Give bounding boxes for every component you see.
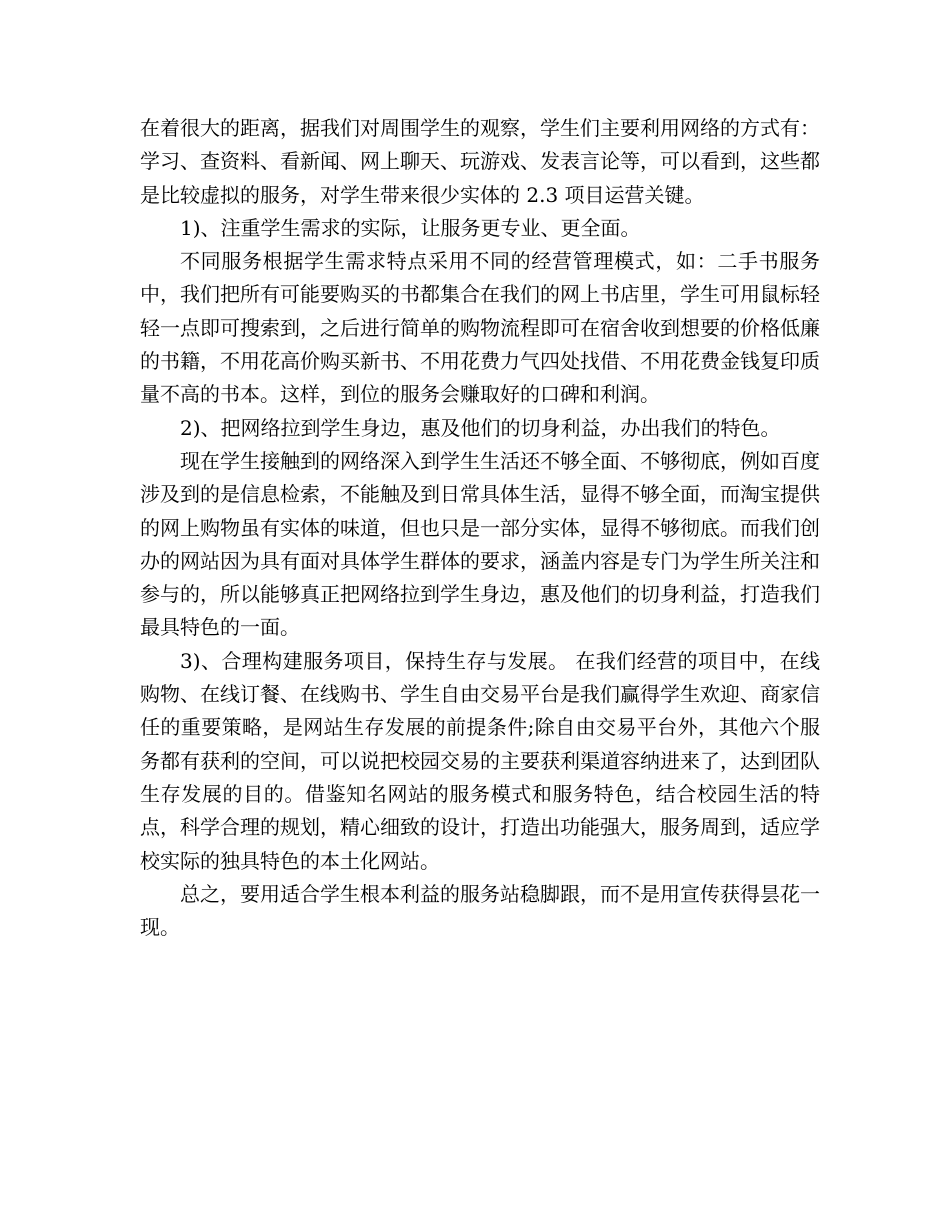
paragraph-point-1-body: 不同服务根据学生需求特点采用不同的经营管理模式，如：二手书服务中，我们把所有可能要购买的书都集合在我们的网上书店里，学生可用鼠标轻轻一点即可搜索到，之后进行简单的购物流程即可在宿舍收到想要的价格低廉的书籍，不用花高价购买新书、不用花费力气四处找借、不用花费金钱复印质量不高的书本。这样，到位的服务会赚取好的口碑和利润。	[140, 249, 820, 407]
paragraph-point-1-heading: 1)、注重学生需求的实际，让服务更专业、更全面。	[180, 215, 641, 240]
paragraph-point-3: 3)、合理构建服务项目，保持生存与发展。 在我们经营的项目中，在线购物、在线订餐、在线购书、学生自由交易平台是我们赢得学生欢迎、商家信任的重要策略，是网站生存发展的前提条件;除自由交易平台外，其他六个服务都有获利的空间，可以说把校园交易的主要获利渠道容纳进来了，达到团队生存发展的目的。借鉴知名网站的服务模式和服务特色，结合校园生活的特点，科学合理的规划，精心细致的设计，打造出功能强大，服务周到，适应学校实际的独具特色的本土化网站。	[140, 648, 820, 873]
paragraph-continued: 在着很大的距离，据我们对周围学生的观察，学生们主要利用网络的方式有：学习、查资料、看新闻、网上聊天、玩游戏、发表言论等，可以看到，这些都是比较虚拟的服务，对学生带来很少实体的 2.3 项目运营关键。	[140, 116, 820, 207]
paragraph-conclusion: 总之，要用适合学生根本利益的服务站稳脚跟，而不是用宣传获得昙花一现。	[140, 881, 820, 940]
paragraph-point-2-heading: 2)、把网络拉到学生身边，惠及他们的切身利益，办出我们的特色。	[180, 415, 781, 440]
document-body	[140, 112, 820, 944]
paragraph-point-2-body: 现在学生接触到的网络深入到学生生活还不够全面、不够彻底，例如百度涉及到的是信息检索，不能触及到日常具体生活，显得不够全面，而淘宝提供的网上购物虽有实体的味道，但也只是一部分实体，显得不够彻底。而我们创办的网站因为具有面对具体学生群体的要求，涵盖内容是专门为学生所关注和参与的，所以能够真正把网络拉到学生身边，惠及他们的切身利益，打造我们最具特色的一面。	[140, 448, 820, 640]
